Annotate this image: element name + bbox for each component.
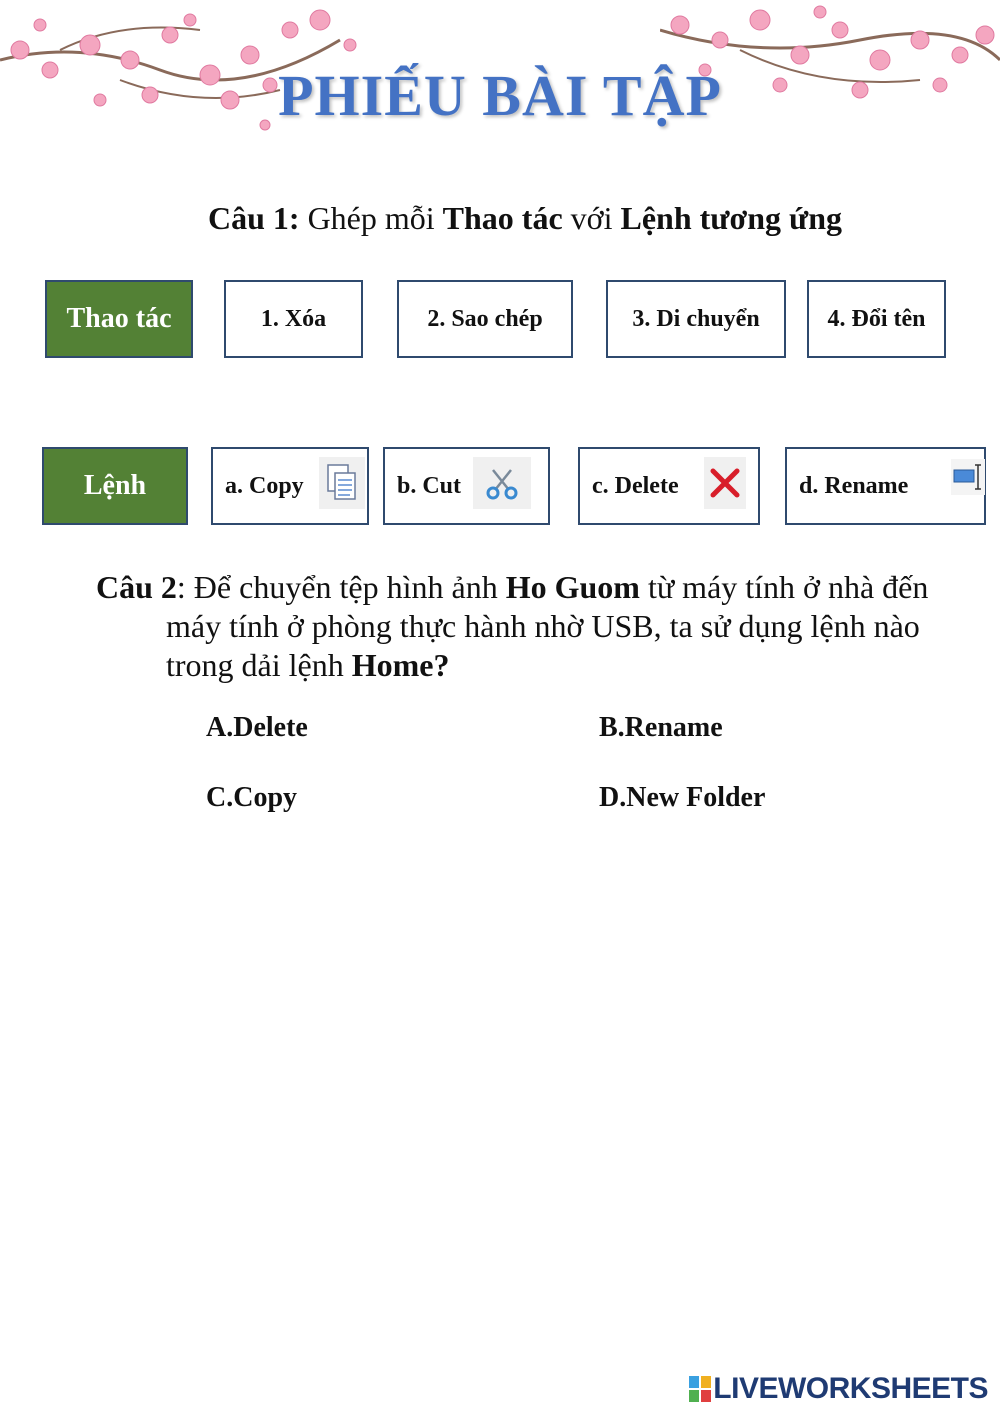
question-2-text: từ máy tính ở nhà đến — [639, 569, 929, 605]
command-label: c. Delete — [592, 472, 679, 499]
operation-item-delete[interactable]: 1. Xóa — [224, 280, 363, 358]
delete-x-icon — [704, 457, 746, 509]
command-label: a. Copy — [225, 472, 304, 499]
command-item-cut[interactable] — [383, 447, 550, 525]
question-1-text: Ghép mỗi — [299, 200, 443, 236]
operation-item-copy[interactable]: 2. Sao chép — [397, 280, 573, 358]
operation-item-rename[interactable]: 4. Đổi tên — [807, 280, 946, 358]
question-1-bold-command: Lệnh tương ứng — [620, 200, 842, 236]
operation-item-move[interactable]: 3. Di chuyển — [606, 280, 786, 358]
liveworksheets-mark-icon — [689, 1376, 711, 1402]
question-2-line-2: máy tính ở phòng thực hành nhờ USB, ta sử dụng lệnh nào — [166, 608, 920, 644]
question-1-text: với — [562, 200, 621, 236]
question-2 — [96, 568, 976, 685]
commands-header: Lệnh — [42, 447, 188, 525]
page-title: PHIẾU BÀI TẬP — [278, 63, 722, 128]
question-1-bold-operation: Thao tác — [442, 200, 563, 236]
answer-option-b[interactable]: B.Rename — [599, 712, 723, 743]
question-2-label: Câu 2 — [96, 569, 177, 605]
answer-option-c[interactable]: C.Copy — [206, 782, 298, 813]
command-label: d. Rename — [799, 472, 909, 499]
question-1 — [0, 200, 1000, 237]
command-item-copy[interactable] — [211, 447, 369, 525]
answer-option-d[interactable]: D.New Folder — [599, 782, 766, 813]
operations-header: Thao tác — [45, 280, 193, 358]
question-2-line-3: trong dải lệnh — [166, 647, 352, 683]
footer-brand: LIVEWORKSHEETS — [713, 1372, 988, 1405]
question-2-bold-file: Ho Guom — [505, 569, 640, 605]
copy-icon — [319, 457, 365, 509]
command-label: b. Cut — [397, 472, 462, 499]
command-item-delete[interactable] — [578, 447, 760, 525]
rename-icon — [951, 459, 985, 495]
question-2-text: : Để chuyển tệp hình ảnh — [176, 569, 506, 605]
command-item-rename[interactable] — [785, 447, 986, 525]
answer-option-a[interactable]: A.Delete — [206, 712, 308, 743]
question-2-bold-home: Home? — [351, 647, 450, 683]
scissors-icon — [473, 457, 531, 509]
question-1-label: Câu 1: — [208, 200, 300, 236]
liveworksheets-logo — [689, 1372, 988, 1406]
